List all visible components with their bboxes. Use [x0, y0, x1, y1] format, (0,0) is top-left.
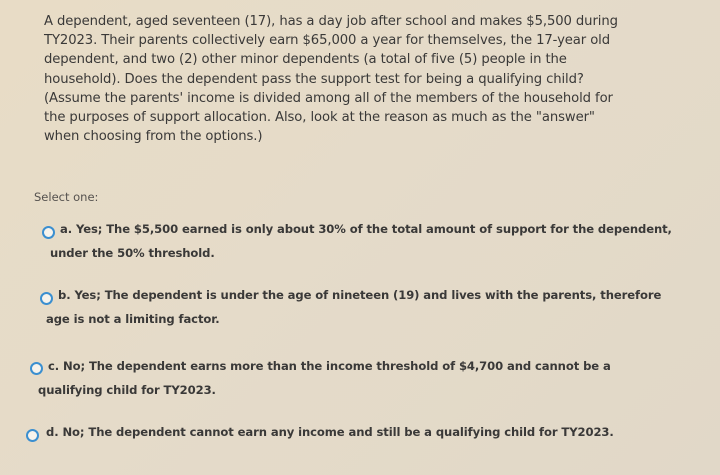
- option-c-radio[interactable]: [30, 362, 43, 375]
- question-line: the purposes of support allocation. Also, look at the reason as much as the "answer": [44, 110, 595, 126]
- select-one-label: Select one:: [34, 190, 99, 204]
- option-d-radio[interactable]: [26, 429, 39, 442]
- question-line: A dependent, aged seventeen (17), has a day job after school and makes $5,500 during: [44, 14, 618, 29]
- option-b-line2: age is not a limiting factor.: [46, 312, 220, 326]
- question-line: when choosing from the options.): [44, 129, 263, 145]
- option-b-text[interactable]: [46, 283, 720, 331]
- option-b-radio[interactable]: [40, 292, 53, 305]
- option-a-radio[interactable]: [42, 226, 55, 239]
- option-c-line2: qualifying child for TY2023.: [38, 383, 216, 397]
- option-b-line1: b. Yes; The dependent is under the age of nineteen (19) and lives with the parents, therefore: [58, 288, 662, 302]
- option-d-text[interactable]: [46, 420, 720, 444]
- option-c-text[interactable]: [38, 354, 708, 402]
- option-a-text[interactable]: [50, 217, 720, 265]
- question-line: household). Does the dependent pass the support test for being a qualifying child?: [44, 71, 584, 87]
- option-a-line1: a. Yes; The $5,500 earned is only about 30% of the total amount of support for the dependent,: [60, 222, 672, 236]
- option-c-line1: c. No; The dependent earns more than the income threshold of $4,700 and cannot be a: [48, 359, 611, 373]
- question-line: TY2023. Their parents collectively earn $65,000 a year for themselves, the 17-year old: [44, 33, 611, 49]
- option-d-line1: d. No; The dependent cannot earn any income and still be a qualifying child for TY2023.: [46, 425, 614, 439]
- question-line: dependent, and two (2) other minor dependents (a total of five (5) people in the: [44, 52, 567, 68]
- question-text: [44, 12, 708, 146]
- question-line: (Assume the parents' income is divided among all of the members of the household for: [44, 90, 613, 106]
- option-a-line2: under the 50% threshold.: [50, 246, 215, 260]
